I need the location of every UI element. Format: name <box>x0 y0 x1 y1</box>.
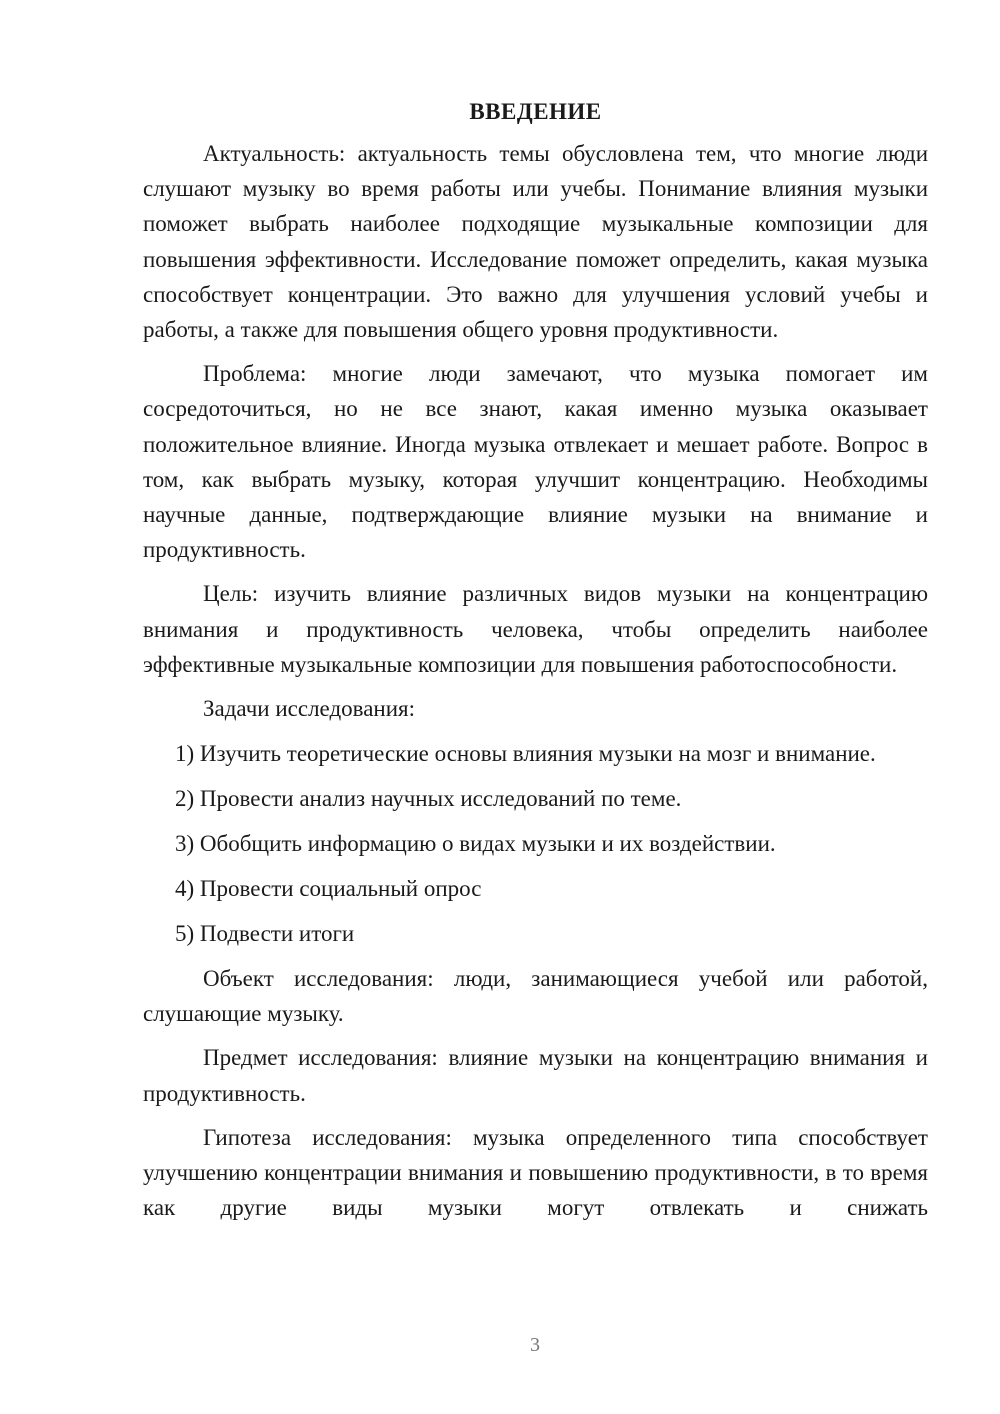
tasks-list <box>143 736 928 951</box>
goal-paragraph: Цель: изучить влияние различных видов музыки на концентрацию внимания и продуктивность человека, чтобы определить наиболее эффективные музыкальные композиции для повышения работоспособности. <box>143 581 928 677</box>
subject-paragraph: Предмет исследования: влияние музыки на концентрацию внимания и продуктивность. <box>143 1045 928 1106</box>
page-title: ВВЕДЕНИЕ <box>469 99 602 124</box>
task-item: 5) Подвести итоги <box>175 921 355 947</box>
problem-paragraph: Проблема: многие люди замечают, что музыка помогает им сосредоточиться, но не все знают, какая именно музыка оказывает положительное влияние. Иногда музыка отвлекает и мешает работе. Вопрос в том, как выбрать музыку, которая улучшит концентрацию. Необходимы научные данные, подтверждающие влияние музыки на внимание и продуктивность. <box>143 361 928 563</box>
page-number: 3 <box>530 1334 540 1356</box>
task-item: 4) Провести социальный опрос <box>175 876 482 902</box>
page-content <box>143 96 928 1234</box>
task-item: 3) Обобщить информацию о видах музыки и их воздействии. <box>175 831 776 857</box>
hypothesis-paragraph: Гипотеза исследования: музыка определенного типа способствует улучшению концентрации внимания и повышению продуктивности, в то время как другие виды музыки могут отвлекать и снижать <box>143 1124 928 1221</box>
task-item: 2) Провести анализ научных исследований по теме. <box>175 786 682 812</box>
tasks-heading: Задачи исследования: <box>203 696 416 722</box>
object-paragraph: Объект исследования: люди, занимающиеся учебой или работой, слушающие музыку. <box>143 966 928 1027</box>
relevance-paragraph: Актуальность: актуальность темы обусловлена тем, что многие люди слушают музыку во время работы или учебы. Понимание влияния музыки поможет выбрать наиболее подходящие музыкальные композиции для повышения эффективности. Исследование поможет определить, какая музыка способствует концентрации. Это важно для улучшения условий учебы и работы, а также для повышения общего уровня продуктивности. <box>143 141 928 343</box>
task-item: 1) Изучить теоретические основы влияния музыки на мозг и внимание. <box>175 741 876 767</box>
